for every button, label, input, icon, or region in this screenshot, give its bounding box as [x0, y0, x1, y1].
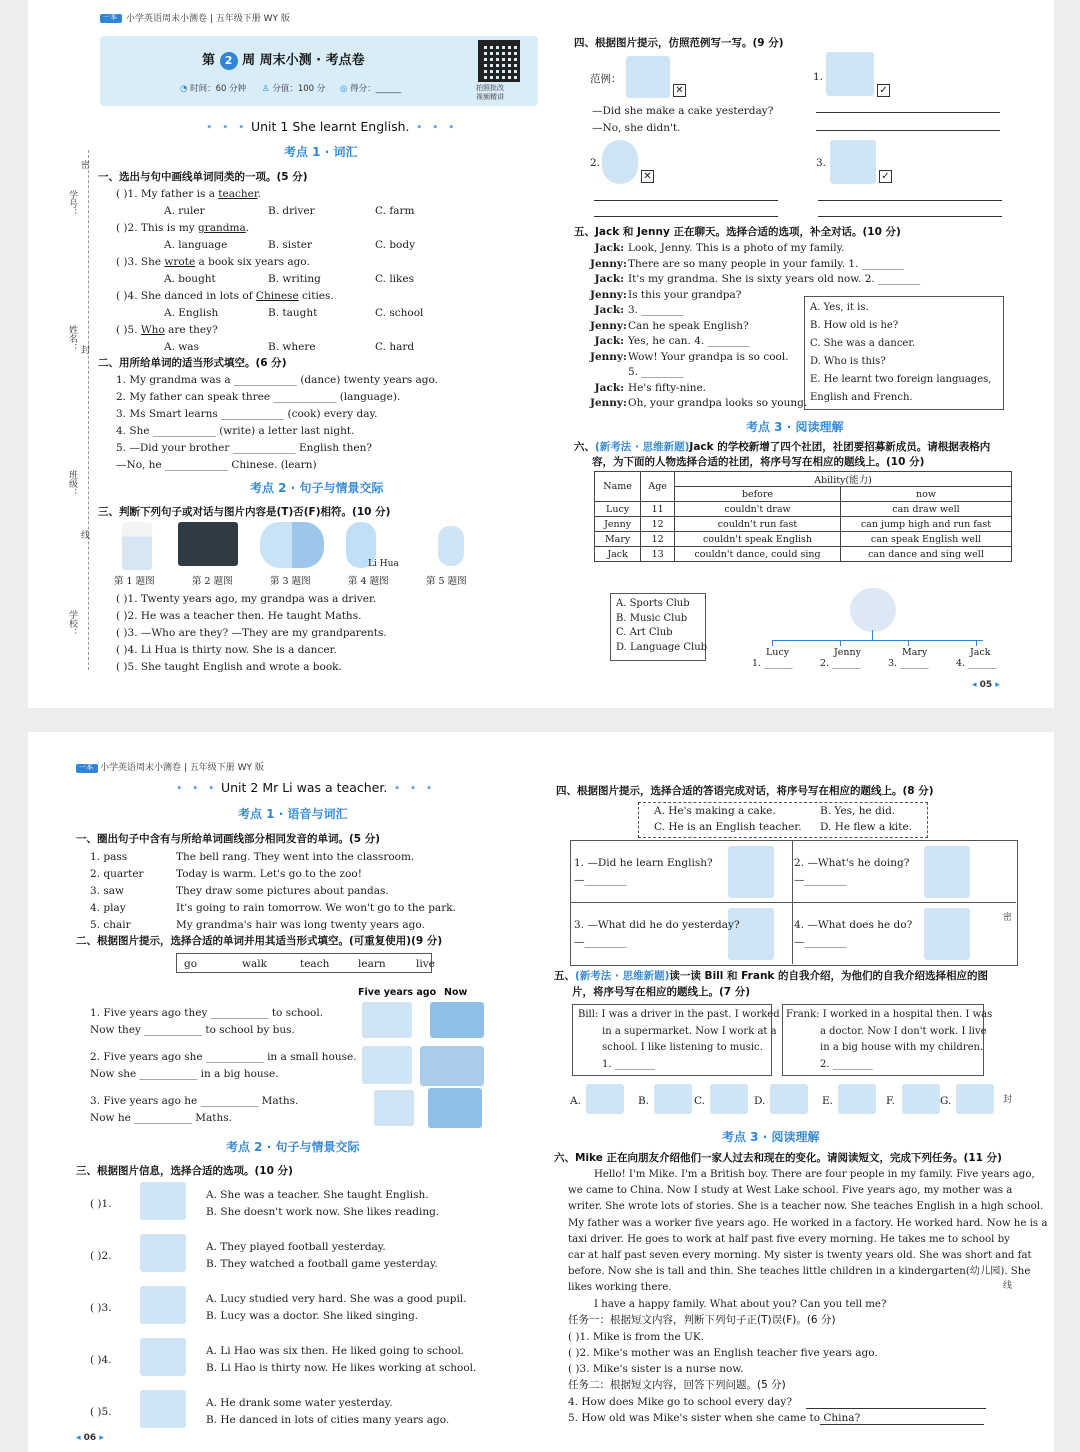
- given-word: 1. pass: [90, 851, 128, 863]
- bill-text: school. I like listening to music.: [602, 1042, 763, 1053]
- answer-line[interactable]: [594, 200, 778, 201]
- sentence[interactable]: It's going to rain tomorrow. We won't go to the park.: [176, 902, 456, 914]
- fill-blank-item[interactable]: 4. She ____________ (write) a letter last night.: [116, 425, 355, 437]
- walk-illustration: [362, 1002, 412, 1038]
- table-cell: couldn't dance, could sing: [675, 547, 841, 562]
- dialog-question: 2. —What's he doing?: [794, 857, 910, 869]
- table-row: [595, 517, 1012, 532]
- option-item: E. He learnt two foreign languages,: [810, 374, 992, 385]
- dialog-question: 1. —Did he learn English?: [574, 857, 713, 869]
- option-item: A. Yes, it is.: [810, 302, 869, 313]
- picture-caption: 第 4 题图: [348, 576, 389, 587]
- frank-text: Frank: I worked in a hospital then. I was: [786, 1009, 993, 1020]
- s4-num-2: 2.: [590, 157, 601, 169]
- table-cell: can dance and sing well: [840, 547, 1011, 562]
- question-illustration: [140, 1338, 186, 1376]
- table-row: [595, 502, 1012, 517]
- section-kd3: 考点 3 · 阅读理解: [746, 420, 844, 434]
- picture-caption: 第 2 题图: [192, 576, 233, 587]
- qr-caption: 拍照批改 视频精讲: [476, 84, 504, 101]
- answer-line[interactable]: [806, 1408, 986, 1409]
- table-cell: Mary: [595, 532, 641, 547]
- speaker: Jenny:: [590, 257, 627, 270]
- table-cell: Lucy: [595, 502, 641, 517]
- answer-blank[interactable]: 2. ______: [820, 658, 861, 669]
- option-c[interactable]: C. body: [375, 239, 416, 251]
- place-illustration: [838, 1084, 876, 1114]
- person-icon: ♙: [262, 84, 270, 94]
- table-cell: Jenny: [595, 517, 641, 532]
- person-name: Jenny: [834, 647, 862, 658]
- passage-line: My father was a worker five years ago. He worked in a factory. He worked hard. Now he is a: [568, 1217, 1048, 1229]
- answer-line[interactable]: [816, 130, 1000, 131]
- fill-blank-item[interactable]: Now he ___________ Maths.: [90, 1112, 232, 1124]
- girl-illustration: [438, 526, 464, 566]
- club-option: A. Sports Club: [616, 598, 690, 609]
- example-line-2: —No, she didn't.: [592, 122, 681, 134]
- table-cell: Jack: [595, 547, 641, 562]
- club-option: C. Art Club: [616, 627, 673, 638]
- question-illustration: [140, 1234, 186, 1272]
- judge-item[interactable]: ( )3. —Who are they? —They are my grandparents.: [116, 627, 387, 639]
- table-cell: 13: [641, 547, 675, 562]
- answer-line[interactable]: [594, 216, 778, 217]
- passage-line: writer. She wrote lots of stories. She is a teacher now. She teaches English in a high school.: [568, 1201, 1044, 1213]
- worksheet-page-06: [28, 732, 1054, 1452]
- club-option: B. Music Club: [616, 612, 688, 624]
- binding-line: [88, 150, 89, 670]
- question-row: ( )2. This is my grandma.: [116, 222, 250, 234]
- option-b[interactable]: B. He danced in lots of cities many years ago.: [206, 1414, 450, 1426]
- week-banner: [100, 36, 538, 106]
- brand-badge: 一本: [76, 764, 98, 773]
- option-item: C. She was a dancer.: [810, 338, 916, 349]
- fill-blank-item[interactable]: 1. Five years ago they ___________ to school.: [90, 1007, 324, 1019]
- option-a[interactable]: A. He drank some water yesterday.: [206, 1397, 393, 1409]
- speaker: Jack:: [594, 381, 624, 394]
- table-cell: couldn't draw: [675, 502, 841, 517]
- table-row: [595, 532, 1012, 547]
- sentence[interactable]: Today is warm. Let's go to the zoo!: [176, 868, 362, 880]
- section-3-title: 三、判断下列句子或对话与图片内容是(T)否(F)相符。(10 分): [98, 506, 391, 518]
- option-a[interactable]: A. They played football yesterday.: [206, 1241, 386, 1253]
- option-b[interactable]: B. taught: [268, 307, 318, 319]
- question-illustration: [140, 1182, 186, 1220]
- section-4-title: 四、根据图片提示，仿照范例写一写。(9 分): [574, 37, 784, 49]
- passage-line: before. Now she is tall and thin. She teaches little children in a kindergarten(幼儿园). She: [568, 1266, 1031, 1278]
- fill-blank-item[interactable]: 3. Ms Smart learns ____________ (cook) every day.: [116, 408, 378, 420]
- bike-illustration: [602, 140, 638, 184]
- option-a[interactable]: A. English: [164, 307, 219, 319]
- place-illustration: [586, 1084, 624, 1114]
- option-item: English and French.: [810, 392, 913, 403]
- place-illustration: [770, 1084, 808, 1114]
- section-6-title: 六、Mike 正在向朋友介绍他们一家人过去和现在的变化。请阅读短文，完成下列任务。(11 分): [554, 1152, 1002, 1164]
- s4-num-1: 1.: [813, 71, 824, 83]
- task-1-title: 任务一：根据短文内容，判断下列句子正(T)误(F)。(6 分): [568, 1314, 836, 1326]
- word-option: go: [184, 958, 198, 970]
- time-info: ◔ 时间：60 分钟: [180, 84, 247, 94]
- field-id: 学号：: [67, 190, 77, 217]
- page-number: ◂ 06 ▸: [76, 1433, 104, 1443]
- answer-blank[interactable]: —________: [794, 936, 847, 948]
- section-kd1: 考点 1 · 语音与词汇: [238, 807, 348, 821]
- frank-text: in a big house with my children.: [820, 1042, 984, 1053]
- series-title: 小学英语周末小测卷 | 五年级下册 WY 版: [100, 763, 264, 773]
- section-kd3: 考点 3 · 阅读理解: [722, 1130, 820, 1144]
- picture-letter: C.: [694, 1095, 705, 1107]
- question-illustration: [140, 1390, 186, 1428]
- given-word: 2. quarter: [90, 868, 144, 880]
- option-b[interactable]: B. where: [268, 341, 316, 353]
- sentence[interactable]: The bell rang. They went into the classroom.: [176, 851, 415, 863]
- answer-blank[interactable]: —________: [574, 936, 627, 948]
- option-b[interactable]: B. sister: [268, 239, 312, 251]
- dialog-question: 3. —What did he do yesterday?: [574, 919, 740, 931]
- underlined-word: wrote: [164, 256, 196, 268]
- picture-caption: 第 3 题图: [270, 576, 311, 587]
- speaker: Jenny:: [590, 288, 627, 301]
- answer-option: B. Yes, he did.: [820, 805, 896, 817]
- word-option: walk: [242, 958, 267, 970]
- option-item: B. How old is he?: [810, 320, 899, 331]
- check-mark: ✓: [877, 84, 890, 97]
- table-row: [595, 547, 1012, 562]
- answer-line[interactable]: [818, 200, 1002, 201]
- speaker: Jenny:: [590, 397, 627, 409]
- section-kd1: 考点 1 · 词汇: [284, 145, 358, 159]
- choice-number[interactable]: ( )1.: [90, 1198, 112, 1210]
- option-a[interactable]: A. was: [164, 341, 199, 353]
- picture-letter: E.: [822, 1095, 834, 1107]
- tree-stem: [872, 630, 873, 640]
- option-a[interactable]: A. She was a teacher. She taught English.: [206, 1189, 429, 1201]
- word-option: live: [416, 958, 435, 970]
- option-b[interactable]: B. They watched a football game yesterday.: [206, 1258, 438, 1270]
- underlined-word: grandma: [198, 222, 246, 234]
- given-word: 5. chair: [90, 919, 131, 931]
- option-b[interactable]: B. Lucy was a doctor. She liked singing.: [206, 1310, 419, 1322]
- th-now: now: [840, 487, 1011, 502]
- underlined-word: teacher: [218, 188, 258, 200]
- speaker: Jack:: [594, 335, 624, 347]
- tennis-illustration: [826, 52, 874, 96]
- speaker: Jenny:: [590, 319, 627, 332]
- unit-heading: • • • Unit 2 Mr Li was a teacher. • • •: [176, 780, 436, 795]
- judge-item[interactable]: ( )2. Mike's mother was an English teacher five years ago.: [568, 1347, 878, 1359]
- judge-item[interactable]: ( )1. Twenty years ago, my grandpa was a driver.: [116, 593, 377, 605]
- question-item: 4. How does Mike go to school every day?: [568, 1396, 792, 1408]
- label-now: Now: [444, 987, 468, 998]
- underlined-word: Chinese: [255, 290, 299, 302]
- margin-mark: 线: [1001, 1280, 1011, 1289]
- margin-mark: 密: [79, 160, 89, 169]
- table-cell: can jump high and run fast: [840, 517, 1011, 532]
- place-illustration: [710, 1084, 748, 1114]
- passage-line: car at half past seven every morning. My sister is twenty years old. She was short and fat: [568, 1250, 1032, 1261]
- reading-boy-illustration: [728, 846, 774, 898]
- section-1-title: 一、选出与句中画线单词同类的一项。(5 分): [98, 171, 308, 183]
- option-b[interactable]: B. driver: [268, 205, 315, 217]
- picture-letter: B.: [638, 1095, 650, 1107]
- section-6-title-2: 容，为下面的人物选择合适的社团，将序号写在相应的题线上。(10 分): [592, 456, 925, 468]
- example-label: 范例：: [590, 73, 622, 85]
- cake-illustration: [626, 56, 670, 98]
- judge-item[interactable]: ( )2. He was a teacher then. He taught Maths.: [116, 610, 362, 622]
- picture-letter: F.: [886, 1095, 895, 1107]
- option-c[interactable]: C. hard: [375, 341, 415, 353]
- table-cell: 12: [641, 517, 675, 532]
- table-cell: couldn't speak English: [675, 532, 841, 547]
- option-a[interactable]: A. language: [164, 239, 228, 251]
- picture-caption: 第 5 题图: [426, 576, 467, 587]
- dialog-question: 4. —What does he do?: [794, 919, 913, 931]
- underlined-word: Who: [140, 324, 165, 336]
- teach-illustration: [428, 1088, 482, 1128]
- choice-number[interactable]: ( )4.: [90, 1354, 112, 1366]
- question-row: ( )5. Who are they?: [116, 324, 218, 336]
- tree-line: [773, 640, 983, 641]
- table-cell: can speak English well: [840, 532, 1011, 547]
- cross-mark: ✕: [641, 170, 654, 183]
- fill-blank-item[interactable]: Now she ___________ in a big house.: [90, 1068, 279, 1080]
- week-number: 2: [220, 52, 238, 70]
- dialog-line[interactable]: Wow! Your grandpa is so cool.: [628, 350, 789, 363]
- answer-option: A. He's making a cake.: [654, 805, 776, 817]
- picture-letter: D.: [754, 1095, 766, 1107]
- passage-line: we came to China. Now I study at West Lake school. Five years ago, my mother was a: [568, 1185, 1013, 1197]
- judge-item[interactable]: ( )4. Li Hua is thirty now. She is a dancer.: [116, 644, 337, 656]
- answer-line[interactable]: [816, 112, 1000, 113]
- dialog-line[interactable]: Oh, your grandpa looks so young.: [628, 397, 808, 409]
- big-house-illustration: [420, 1046, 484, 1086]
- answer-option: D. He flew a kite.: [820, 821, 913, 833]
- ability-table: [594, 471, 1012, 562]
- fill-blank-item[interactable]: 1. My grandma was a ____________ (dance) twenty years ago.: [116, 374, 438, 386]
- lihua-label: Li Hua: [368, 559, 399, 569]
- small-house-illustration: [362, 1046, 412, 1084]
- dialog-line[interactable]: Is this your grandpa?: [628, 288, 742, 301]
- section-5-title-2: 片，将序号写在相应的题线上。(7 分): [572, 986, 751, 998]
- question-illustration: [140, 1286, 186, 1324]
- fill-blank-item[interactable]: 2. My father can speak three ____________ (language).: [116, 391, 401, 403]
- dialog-line[interactable]: He's fifty-nine.: [628, 381, 707, 394]
- place-illustration: [654, 1084, 692, 1114]
- given-word: 3. saw: [90, 885, 124, 897]
- bill-text: Bill: I was a driver in the past. I worked: [578, 1009, 780, 1020]
- dialog-line[interactable]: 3. ________: [628, 304, 684, 316]
- fill-blank-item[interactable]: —No, he ____________ Chinese. (learn): [116, 459, 317, 471]
- cooking-man-illustration: [924, 846, 970, 898]
- section-6-title: 六、(新考法 · 思维新题)Jack 的学校新增了四个社团，社团要招募新成员。请根据表格内: [574, 441, 991, 453]
- kite-illustration: [830, 140, 876, 184]
- label-five-years-ago: Five years ago: [358, 987, 437, 998]
- fill-blank-item[interactable]: Now they ___________ to school by bus.: [90, 1024, 295, 1036]
- dialog-line[interactable]: Yes, he can. 4. ________: [628, 335, 750, 347]
- unit-heading: • • • Unit 1 She learnt English. • • •: [206, 119, 458, 134]
- section-kd2: 考点 2 · 句子与情景交际: [250, 481, 384, 495]
- speaker: Jack:: [594, 304, 624, 316]
- clock-icon: ◔: [180, 84, 188, 94]
- dialog-line[interactable]: Can he speak English?: [628, 319, 749, 332]
- option-b[interactable]: B. writing: [268, 273, 321, 285]
- grandparents-illustration: [260, 522, 324, 568]
- chef-illustration: [122, 522, 152, 570]
- bill-text: in a supermarket. Now I work at a: [602, 1025, 777, 1037]
- passage-line: I have a happy family. What about you? Can you tell me?: [594, 1298, 887, 1310]
- fill-blank-item[interactable]: 3. Five years ago he ___________ Maths.: [90, 1095, 299, 1107]
- th-name: Name: [595, 472, 641, 502]
- dialog-line[interactable]: It's my grandma. She is sixty years old now. 2. ________: [628, 273, 921, 285]
- picture-letter: G.: [940, 1095, 952, 1107]
- option-b[interactable]: B. Li Hao is thirty now. He likes working at school.: [206, 1362, 477, 1374]
- word-option: learn: [358, 958, 386, 970]
- answer-line[interactable]: [820, 1424, 984, 1425]
- word-option: teach: [300, 958, 330, 970]
- judge-item[interactable]: ( )5. She taught English and wrote a book.: [116, 661, 342, 673]
- dialog-line[interactable]: Look, Jenny. This is a photo of my family.: [628, 242, 845, 254]
- option-a[interactable]: A. Lucy studied very hard. She was a good pupil.: [206, 1293, 467, 1305]
- target-icon: ◎: [340, 84, 348, 94]
- passage-line: likes working there.: [568, 1282, 672, 1294]
- margin-mark: 线: [79, 530, 89, 539]
- margin-mark: 封: [1001, 1094, 1011, 1103]
- option-c[interactable]: C. likes: [375, 273, 415, 285]
- option-c[interactable]: C. farm: [375, 205, 415, 217]
- place-illustration: [902, 1084, 940, 1114]
- answer-line[interactable]: [818, 216, 1002, 217]
- worksheet-page-05: [28, 0, 1054, 708]
- person-name: Lucy: [766, 647, 790, 658]
- margin-mark: 密: [1001, 912, 1011, 921]
- example-line-1: —Did she make a cake yesterday?: [592, 105, 774, 117]
- answer-option: C. He is an English teacher.: [654, 821, 802, 833]
- score-info: ♙ 分值：100 分: [262, 84, 326, 94]
- sentence[interactable]: They draw some pictures about pandas.: [176, 885, 389, 897]
- table-cell: couldn't run fast: [675, 517, 841, 532]
- margin-mark: 封: [79, 345, 89, 354]
- choice-number[interactable]: ( )2.: [90, 1250, 112, 1262]
- grid-divider: [570, 902, 1016, 903]
- club-illustration: [850, 588, 896, 632]
- dialog-line[interactable]: 5. ________: [628, 366, 684, 378]
- blackboard-illustration: [178, 522, 238, 566]
- question-row: ( )3. She wrote a book six years ago.: [116, 256, 310, 268]
- question-row: ( )1. My father is a teacher.: [116, 188, 262, 200]
- field-school: 学校：: [67, 610, 77, 637]
- passage-line: Hello! I'm Mike. I'm a British boy. There are four people in my family. Five years ago,: [594, 1169, 1035, 1180]
- bill-text[interactable]: 1. ________: [602, 1058, 655, 1070]
- bus-illustration: [430, 1002, 484, 1038]
- dialog-line[interactable]: There are so many people in your family. 1. ________: [628, 257, 904, 270]
- choice-number[interactable]: ( )3.: [90, 1302, 112, 1314]
- cross-mark: ✕: [673, 84, 686, 97]
- section-3-title: 三、根据图片信息，选择合适的选项。(10 分): [76, 1165, 293, 1177]
- qr-code[interactable]: [478, 40, 520, 82]
- option-a[interactable]: A. bought: [164, 273, 216, 285]
- th-age: Age: [641, 472, 675, 502]
- judge-item[interactable]: ( )1. Mike is from the UK.: [568, 1331, 705, 1343]
- th-before: before: [675, 487, 841, 502]
- frank-text: a doctor. Now I don't work. I live: [820, 1025, 987, 1037]
- series-title: 小学英语周末小测卷 | 五年级下册 WY 版: [126, 14, 290, 24]
- option-b[interactable]: B. She doesn't work now. She likes reading.: [206, 1206, 440, 1218]
- brand-badge: 一本: [100, 14, 122, 23]
- speaker: Jack:: [594, 273, 624, 285]
- option-a[interactable]: A. Li Hao was six then. He liked going to school.: [206, 1345, 465, 1357]
- given-word: 4. play: [90, 902, 126, 914]
- section-kd2: 考点 2 · 句子与情景交际: [226, 1140, 360, 1154]
- kite-man-illustration: [728, 908, 774, 960]
- section-5-title: 五、(新考法 · 思维新题)读一读 Bill 和 Frank 的自我介绍，为他们的自我介绍选择相应的图: [554, 970, 989, 982]
- table-cell: 11: [641, 502, 675, 517]
- judge-item[interactable]: ( )3. Mike's sister is a nurse now.: [568, 1363, 744, 1375]
- speaker: Jack:: [594, 242, 624, 254]
- picture-caption: 第 1 题图: [114, 576, 155, 587]
- option-c[interactable]: C. school: [375, 307, 424, 319]
- speaker: Jenny:: [590, 350, 627, 363]
- s4-num-3: 3.: [816, 157, 827, 169]
- passage-line: taxi driver. He goes to work at half past five every morning. He takes me to school by: [568, 1233, 1010, 1245]
- fill-blank-item[interactable]: 2. Five years ago she ___________ in a small house.: [90, 1051, 357, 1063]
- banner-title: 第 2 周 周末小测 · 考点卷: [202, 53, 365, 68]
- answer-blank[interactable]: 4. ______: [956, 658, 997, 669]
- study-illustration: [374, 1090, 414, 1126]
- person-name: Mary: [902, 647, 928, 658]
- option-item: D. Who is this?: [810, 356, 886, 367]
- place-illustration: [956, 1084, 994, 1114]
- answer-blank[interactable]: 1. ______: [752, 658, 793, 669]
- answer-blank[interactable]: 3. ______: [888, 658, 929, 669]
- question-item: 5. How old was Mike's sister when she came to China?: [568, 1412, 861, 1424]
- answer-blank[interactable]: —________: [794, 874, 847, 886]
- question-row: ( )4. She danced in lots of Chinese cities.: [116, 290, 334, 302]
- sentence[interactable]: My grandma's hair was long twenty years ago.: [176, 919, 425, 931]
- check-mark: ✓: [879, 170, 892, 183]
- section-5-title: 五、Jack 和 Jenny 正在聊天。选择合适的选项，补全对话。(10 分): [574, 226, 901, 238]
- answer-blank[interactable]: —________: [574, 874, 627, 886]
- task-2-title: 任务二：根据短文内容，回答下列问题。(5 分): [568, 1379, 786, 1391]
- option-a[interactable]: A. ruler: [164, 205, 205, 217]
- field-name: 姓名：: [67, 325, 77, 352]
- table-cell: can draw well: [840, 502, 1011, 517]
- table-cell: 12: [641, 532, 675, 547]
- choice-number[interactable]: ( )5.: [90, 1406, 112, 1418]
- got-info: ◎ 得分：______: [340, 84, 402, 94]
- picture-letter: A.: [570, 1095, 581, 1107]
- field-class: 班级：: [67, 470, 77, 497]
- section-2-title: 二、用所给单词的适当形式填空。(6 分): [98, 357, 287, 369]
- section-2-title: 二、根据图片提示，选择合适的单词并用其适当形式填空。(可重复使用)(9 分): [76, 935, 443, 947]
- section-4-title: 四、根据图片提示，选择合适的答语完成对话，将序号写在相应的题线上。(8 分): [556, 785, 934, 797]
- club-option: D. Language Club: [616, 641, 708, 653]
- fill-blank-item[interactable]: 5. —Did your brother ____________ English then?: [116, 442, 372, 454]
- frank-text[interactable]: 2. ________: [820, 1058, 873, 1070]
- teacher-illustration: [924, 908, 970, 960]
- section-1-title: 一、圈出句子中含有与所给单词画线部分相同发音的单词。(5 分): [76, 833, 381, 845]
- person-name: Jack: [970, 647, 991, 658]
- page-number: ◂ 05 ▸: [972, 680, 1000, 690]
- th-ability: Ability(能力): [675, 472, 1012, 487]
